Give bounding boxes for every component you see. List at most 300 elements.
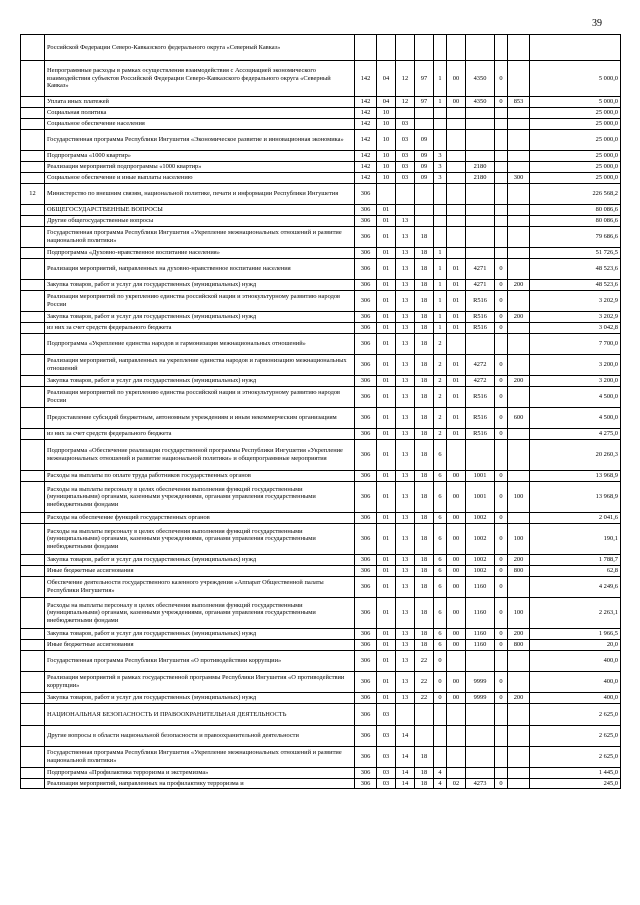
expense-type-cell [508,577,530,598]
amount-cell: 48 523,6 [530,259,621,280]
target-article-direction-cell [466,184,495,205]
row-number-cell [21,216,45,227]
target-article-subprogram-cell: 6 [434,524,447,555]
table-row [21,108,621,119]
department-code-cell: 306 [355,704,377,726]
amount-cell: 1 966,5 [530,629,621,640]
target-article-program-cell [415,726,434,747]
item-name-cell: Предоставление субсидий бюджетным, автономным учреждениям и иным некоммерческим организациям [45,408,355,429]
target-article-activity-cell [447,130,466,151]
item-name-cell: Социальное обеспечение населения [45,119,355,130]
amount-cell: 7 700,0 [530,334,621,355]
table-row [21,291,621,312]
table-row [21,151,621,162]
target-article-program-cell: 18 [415,566,434,577]
department-code-cell: 306 [355,280,377,291]
department-code-cell: 306 [355,513,377,524]
target-article-suffix-cell: 0 [495,323,508,334]
item-name-cell: Другие общегосударственные вопросы [45,216,355,227]
section-code-cell: 01 [377,566,396,577]
row-number-cell [21,35,45,61]
amount-cell: 25 000,0 [530,173,621,184]
table-row [21,629,621,640]
target-article-activity-cell: 01 [447,323,466,334]
item-name-cell: Подпрограмма «Духовно-нравственное воспитание населения» [45,248,355,259]
target-article-activity-cell: 01 [447,312,466,323]
table-row [21,440,621,471]
department-code-cell: 306 [355,747,377,768]
target-article-program-cell: 09 [415,151,434,162]
subsection-code-cell: 13 [396,577,415,598]
target-article-suffix-cell: 0 [495,376,508,387]
target-article-program-cell: 18 [415,259,434,280]
target-article-direction-cell: 4272 [466,355,495,376]
target-article-direction-cell: R516 [466,291,495,312]
item-name-cell: Социальная политика [45,108,355,119]
department-code-cell: 306 [355,248,377,259]
expense-type-cell [508,747,530,768]
subsection-code-cell: 13 [396,640,415,651]
target-article-program-cell: 18 [415,429,434,440]
row-number-cell [21,248,45,259]
table-row [21,651,621,672]
row-number-cell [21,259,45,280]
target-article-program-cell: 18 [415,248,434,259]
row-number-cell [21,440,45,471]
department-code-cell: 142 [355,130,377,151]
section-code-cell: 01 [377,280,396,291]
row-number-cell [21,205,45,216]
item-name-cell: Закупка товаров, работ и услуг для государственных (муниципальных) нужд [45,312,355,323]
amount-cell: 20,0 [530,640,621,651]
table-row [21,747,621,768]
target-article-suffix-cell [495,334,508,355]
table-row [21,555,621,566]
target-article-subprogram-cell: 1 [434,312,447,323]
target-article-suffix-cell [495,726,508,747]
target-article-program-cell: 18 [415,577,434,598]
target-article-direction-cell: 1002 [466,566,495,577]
expense-type-cell [508,227,530,248]
target-article-program-cell: 18 [415,747,434,768]
row-number-cell [21,97,45,108]
item-name-cell: Подпрограмма «Укрепление единства народов и гармонизация межнациональных отношений» [45,334,355,355]
target-article-program-cell: 18 [415,482,434,513]
target-article-suffix-cell: 0 [495,291,508,312]
target-article-suffix-cell: 0 [495,524,508,555]
expense-type-cell: 200 [508,693,530,704]
subsection-code-cell [396,35,415,61]
row-number-cell [21,323,45,334]
subsection-code-cell: 14 [396,747,415,768]
target-article-activity-cell: 00 [447,672,466,693]
expense-type-cell [508,471,530,482]
table-row [21,704,621,726]
table-row [21,768,621,779]
row-number-cell [21,726,45,747]
target-article-suffix-cell [495,216,508,227]
target-article-program-cell: 18 [415,524,434,555]
target-article-suffix-cell: 0 [495,555,508,566]
subsection-code-cell: 12 [396,97,415,108]
amount-cell: 25 000,0 [530,151,621,162]
department-code-cell: 306 [355,205,377,216]
expense-type-cell: 600 [508,408,530,429]
target-article-activity-cell: 02 [447,779,466,789]
expense-type-cell: 800 [508,566,530,577]
section-code-cell: 01 [377,387,396,408]
section-code-cell: 01 [377,640,396,651]
target-article-subprogram-cell: 2 [434,408,447,429]
table-row [21,672,621,693]
target-article-suffix-cell [495,108,508,119]
target-article-subprogram-cell: 1 [434,323,447,334]
subsection-code-cell: 03 [396,130,415,151]
target-article-subprogram-cell: 1 [434,291,447,312]
target-article-activity-cell: 00 [447,471,466,482]
budget-table-body [21,35,621,789]
target-article-subprogram-cell [434,747,447,768]
target-article-subprogram-cell [434,227,447,248]
table-row [21,280,621,291]
section-code-cell [377,35,396,61]
target-article-direction-cell [466,205,495,216]
target-article-program-cell [415,216,434,227]
table-row [21,408,621,429]
target-article-suffix-cell [495,35,508,61]
target-article-activity-cell: 00 [447,61,466,97]
target-article-suffix-cell [495,162,508,173]
target-article-program-cell: 18 [415,355,434,376]
item-name-cell: Реализация мероприятий подпрограммы «1000 квартир» [45,162,355,173]
row-number-cell: 12 [21,184,45,205]
item-name-cell: Подпрограмма «Обеспечение реализации государственной программы Республики Ингушетия «Укрепление межнациональных отношений и развитие национальной политики» и общепрограммные мероприятия [45,440,355,471]
item-name-cell: Непрограммные расходы в рамках осуществления взаимодействия с Ассоциацией экономического взаимодействия субъектов Российской Федерации Северо-Кавказского федерального округа «Северный Кавказ» [45,61,355,97]
target-article-subprogram-cell: 2 [434,376,447,387]
department-code-cell: 142 [355,162,377,173]
section-code-cell: 01 [377,334,396,355]
section-code-cell: 01 [377,248,396,259]
section-code-cell: 01 [377,312,396,323]
item-name-cell: Закупка товаров, работ и услуг для государственных (муниципальных) нужд [45,629,355,640]
target-article-suffix-cell: 0 [495,693,508,704]
target-article-program-cell: 18 [415,779,434,789]
expense-type-cell: 100 [508,482,530,513]
target-article-subprogram-cell: 1 [434,61,447,97]
department-code-cell: 306 [355,334,377,355]
item-name-cell: Подпрограмма «Профилактика терроризма и экстремизма» [45,768,355,779]
item-name-cell: Уплата иных платежей [45,97,355,108]
amount-cell: 400,0 [530,693,621,704]
target-article-activity-cell: 00 [447,693,466,704]
target-article-direction-cell: 4350 [466,97,495,108]
subsection-code-cell: 13 [396,471,415,482]
target-article-suffix-cell: 0 [495,259,508,280]
item-name-cell: Иные бюджетные ассигнования [45,640,355,651]
target-article-activity-cell [447,704,466,726]
target-article-direction-cell: 1001 [466,471,495,482]
section-code-cell: 01 [377,555,396,566]
target-article-suffix-cell [495,205,508,216]
table-row [21,119,621,130]
section-code-cell: 01 [377,291,396,312]
target-article-subprogram-cell: 0 [434,672,447,693]
target-article-activity-cell: 00 [447,598,466,629]
section-code-cell: 01 [377,471,396,482]
item-name-cell: Реализация мероприятий, направленных на укрепление единства народов и гармонизацию межнациональных отношений [45,355,355,376]
section-code-cell: 10 [377,108,396,119]
section-code-cell: 01 [377,216,396,227]
target-article-direction-cell: R516 [466,408,495,429]
section-code-cell: 10 [377,173,396,184]
row-number-cell [21,577,45,598]
target-article-direction-cell: 4350 [466,61,495,97]
section-code-cell: 03 [377,704,396,726]
subsection-code-cell: 13 [396,323,415,334]
target-article-program-cell [415,704,434,726]
table-row [21,779,621,789]
subsection-code-cell: 13 [396,555,415,566]
target-article-direction-cell [466,440,495,471]
target-article-subprogram-cell [434,130,447,151]
subsection-code-cell: 13 [396,440,415,471]
section-code-cell: 04 [377,97,396,108]
target-article-program-cell [415,184,434,205]
item-name-cell: Расходы на выплаты персоналу в целях обеспечения выполнения функций государственными (муниципальными) органами, казенными учреждениями, органами управления государственными внебюджетными фондами [45,524,355,555]
department-code-cell: 306 [355,726,377,747]
section-code-cell: 01 [377,408,396,429]
subsection-code-cell: 13 [396,334,415,355]
target-article-subprogram-cell: 4 [434,779,447,789]
table-row [21,334,621,355]
target-article-activity-cell [447,173,466,184]
item-name-cell: Государственная программа Республики Ингушетия «Укрепление межнациональных отношений и развитие национальной политики» [45,747,355,768]
target-article-subprogram-cell: 6 [434,640,447,651]
target-article-subprogram-cell [434,184,447,205]
subsection-code-cell [396,205,415,216]
section-code-cell: 01 [377,323,396,334]
target-article-subprogram-cell: 3 [434,173,447,184]
item-name-cell: Реализация мероприятий, направленных на профилактику терроризма и [45,779,355,789]
target-article-activity-cell [447,747,466,768]
item-name-cell: Подпрограмма «1000 квартир» [45,151,355,162]
target-article-subprogram-cell [434,216,447,227]
expense-type-cell [508,130,530,151]
target-article-direction-cell [466,726,495,747]
row-number-cell [21,779,45,789]
target-article-program-cell [415,35,434,61]
target-article-activity-cell: 00 [447,629,466,640]
target-article-subprogram-cell: 1 [434,248,447,259]
expense-type-cell [508,151,530,162]
amount-cell: 3 200,0 [530,376,621,387]
row-number-cell [21,108,45,119]
subsection-code-cell [396,704,415,726]
section-code-cell: 01 [377,651,396,672]
item-name-cell: Закупка товаров, работ и услуг для государственных (муниципальных) нужд [45,376,355,387]
section-code-cell: 01 [377,629,396,640]
section-code-cell: 03 [377,768,396,779]
amount-cell: 2 263,1 [530,598,621,629]
department-code-cell: 306 [355,376,377,387]
target-article-subprogram-cell [434,704,447,726]
target-article-program-cell: 22 [415,693,434,704]
table-row [21,35,621,61]
target-article-program-cell: 18 [415,334,434,355]
row-number-cell [21,704,45,726]
target-article-activity-cell: 01 [447,429,466,440]
section-code-cell: 01 [377,577,396,598]
target-article-direction-cell: R516 [466,429,495,440]
target-article-program-cell [415,108,434,119]
section-code-cell: 03 [377,779,396,789]
target-article-suffix-cell: 0 [495,471,508,482]
item-name-cell: Российской Федерации Северо-Кавказского федерального округа «Северный Кавказ» [45,35,355,61]
target-article-subprogram-cell [434,119,447,130]
amount-cell: 226 568,2 [530,184,621,205]
amount-cell: 3 200,0 [530,355,621,376]
target-article-program-cell: 18 [415,555,434,566]
target-article-suffix-cell: 0 [495,779,508,789]
item-name-cell: ОБЩЕГОСУДАРСТВЕННЫЕ ВОПРОСЫ [45,205,355,216]
table-row [21,693,621,704]
section-code-cell: 01 [377,482,396,513]
target-article-activity-cell: 00 [447,555,466,566]
subsection-code-cell: 13 [396,651,415,672]
item-name-cell: Государственная программа Республики Ингушетия «Укрепление межнациональных отношений и развитие национальной политики» [45,227,355,248]
target-article-activity-cell: 01 [447,387,466,408]
amount-cell: 2 625,0 [530,747,621,768]
subsection-code-cell [396,108,415,119]
target-article-program-cell: 18 [415,513,434,524]
target-article-subprogram-cell [434,205,447,216]
target-article-suffix-cell: 0 [495,61,508,97]
row-number-cell [21,693,45,704]
target-article-subprogram-cell: 2 [434,429,447,440]
target-article-program-cell: 97 [415,61,434,97]
target-article-subprogram-cell: 6 [434,566,447,577]
department-code-cell: 306 [355,672,377,693]
target-article-program-cell [415,119,434,130]
target-article-program-cell: 09 [415,162,434,173]
row-number-cell [21,280,45,291]
target-article-activity-cell [447,768,466,779]
target-article-suffix-cell [495,248,508,259]
subsection-code-cell: 14 [396,726,415,747]
department-code-cell: 306 [355,651,377,672]
expense-type-cell [508,779,530,789]
target-article-subprogram-cell [434,108,447,119]
target-article-program-cell: 18 [415,471,434,482]
target-article-program-cell: 18 [415,323,434,334]
page-number: 39 [592,18,602,29]
target-article-suffix-cell: 0 [495,355,508,376]
table-row [21,312,621,323]
section-code-cell: 01 [377,440,396,471]
target-article-activity-cell [447,151,466,162]
department-code-cell: 306 [355,408,377,429]
target-article-direction-cell: 1160 [466,577,495,598]
expense-type-cell [508,291,530,312]
amount-cell: 1 788,7 [530,555,621,566]
subsection-code-cell: 03 [396,173,415,184]
table-row [21,387,621,408]
target-article-direction-cell [466,768,495,779]
item-name-cell: Расходы на выплаты персоналу в целях обеспечения выполнения функций государственными (муниципальными) органами, казенными учреждениями, органами управления государственными внебюджетными фондами [45,598,355,629]
amount-cell: 5 000,0 [530,97,621,108]
table-row [21,355,621,376]
subsection-code-cell: 13 [396,408,415,429]
target-article-direction-cell: 2180 [466,162,495,173]
target-article-direction-cell: 1002 [466,555,495,566]
department-code-cell: 306 [355,259,377,280]
expense-type-cell: 100 [508,524,530,555]
expense-type-cell: 800 [508,640,530,651]
target-article-program-cell: 18 [415,598,434,629]
target-article-suffix-cell: 0 [495,97,508,108]
target-article-suffix-cell [495,130,508,151]
amount-cell: 51 726,5 [530,248,621,259]
amount-cell: 79 686,6 [530,227,621,248]
target-article-program-cell: 18 [415,376,434,387]
department-code-cell: 306 [355,440,377,471]
subsection-code-cell [396,184,415,205]
amount-cell: 1 445,0 [530,768,621,779]
target-article-activity-cell [447,726,466,747]
subsection-code-cell: 13 [396,672,415,693]
table-row [21,471,621,482]
target-article-suffix-cell [495,184,508,205]
row-number-cell [21,429,45,440]
department-code-cell: 306 [355,227,377,248]
department-code-cell: 306 [355,429,377,440]
section-code-cell: 01 [377,355,396,376]
amount-cell: 13 968,9 [530,482,621,513]
subsection-code-cell: 13 [396,216,415,227]
item-name-cell: НАЦИОНАЛЬНАЯ БЕЗОПАСНОСТЬ И ПРАВООХРАНИТЕЛЬНАЯ ДЕЯТЕЛЬНОСТЬ [45,704,355,726]
subsection-code-cell: 14 [396,768,415,779]
target-article-program-cell: 97 [415,97,434,108]
subsection-code-cell: 13 [396,259,415,280]
expense-type-cell: 853 [508,97,530,108]
department-code-cell: 306 [355,355,377,376]
target-article-program-cell: 18 [415,291,434,312]
target-article-activity-cell: 01 [447,280,466,291]
target-article-subprogram-cell: 6 [434,482,447,513]
row-number-cell [21,482,45,513]
subsection-code-cell: 13 [396,355,415,376]
table-row [21,97,621,108]
section-code-cell: 01 [377,429,396,440]
target-article-activity-cell: 00 [447,524,466,555]
item-name-cell: Расходы на выплаты по оплате труда работников государственных органов [45,471,355,482]
target-article-direction-cell [466,334,495,355]
row-number-cell [21,651,45,672]
target-article-suffix-cell: 0 [495,672,508,693]
subsection-code-cell: 03 [396,151,415,162]
department-code-cell: 142 [355,173,377,184]
target-article-activity-cell [447,334,466,355]
department-code-cell: 306 [355,471,377,482]
section-code-cell: 01 [377,205,396,216]
amount-cell: 5 000,0 [530,61,621,97]
amount-cell: 62,8 [530,566,621,577]
target-article-activity-cell: 01 [447,259,466,280]
expense-type-cell [508,61,530,97]
department-code-cell: 306 [355,387,377,408]
section-code-cell: 10 [377,119,396,130]
department-code-cell: 306 [355,640,377,651]
